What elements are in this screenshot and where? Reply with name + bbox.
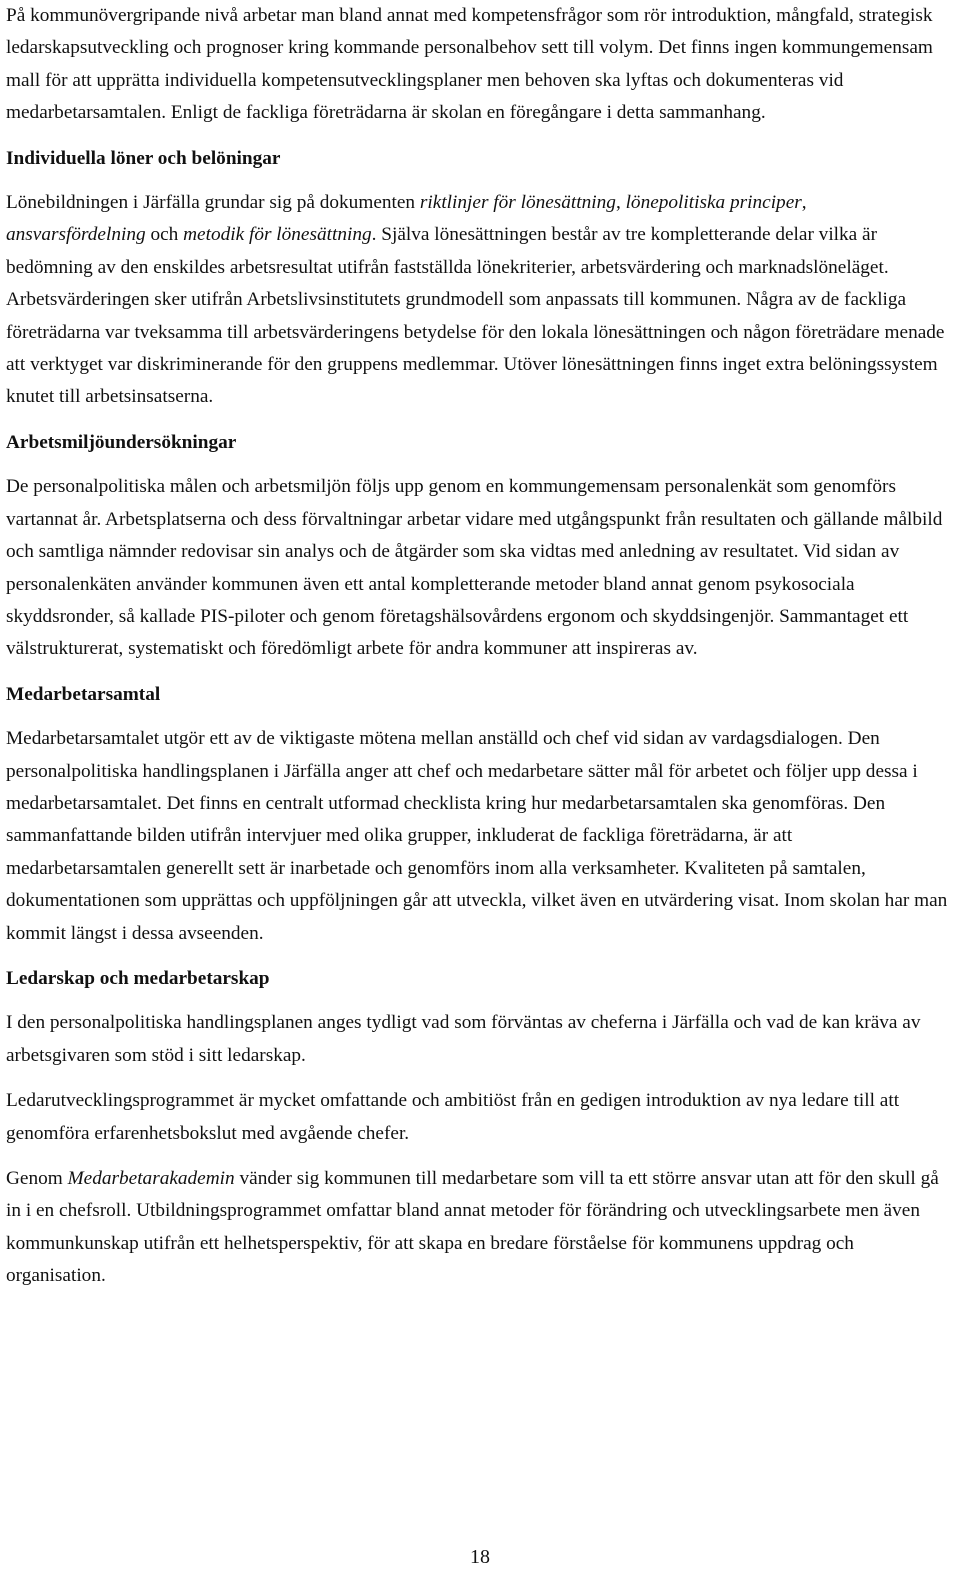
heading-medarbetarsamtal: Medarbetarsamtal xyxy=(6,683,161,705)
italic-lonepolitiska-principer: lönepolitiska principer xyxy=(625,192,802,214)
text-run: , xyxy=(801,192,807,214)
page-number: 18 xyxy=(470,1546,490,1568)
paragraph-ledarskap-3 xyxy=(6,1163,948,1293)
paragraph-ledarskap-2: Ledarutvecklingsprogrammet är mycket omfattande och ambitiöst från en gedigen introduktion av nya ledare till att genomföra erfarenhetsbokslut med avgående chefer. xyxy=(6,1090,900,1144)
heading-ledarskap: Ledarskap och medarbetarskap xyxy=(6,967,270,989)
text-run: och xyxy=(145,224,184,246)
intro-paragraph: På kommunövergripande nivå arbetar man bland annat med kompetensfrågor som rör introduktion, mångfald, strategisk ledarskapsutveckling och prognoser kring kommande personalbehov sett till volym. Det finns ingen kommungemensam mall för att upprätta individuella kompetensutvecklingsplaner men behoven ska lyftas och dokumenteras vid medarbetarsamtalen. Enligt de fackliga företrädarna är skolan en föregångare i detta sammanhang. xyxy=(6,5,933,124)
text-run: , xyxy=(615,192,626,214)
paragraph-ledarskap-1: I den personalpolitiska handlingsplanen anges tydligt vad som förväntas av cheferna i Järfälla och vad de kan kräva av arbetsgivaren som stöd i sitt ledarskap. xyxy=(6,1012,921,1066)
heading-individuella-loner: Individuella löner och belöningar xyxy=(6,147,281,169)
text-run: Lönebildningen i Järfälla grundar sig på dokumenten xyxy=(6,192,420,214)
text-run: Genom xyxy=(6,1168,68,1189)
document-page xyxy=(6,0,948,1306)
heading-arbetsmiljoundersokningar: Arbetsmiljöundersökningar xyxy=(6,431,237,453)
paragraph-medarbetarsamtal: Medarbetarsamtalet utgör ett av de viktigaste mötena mellan anställd och chef vid sidan av vardagsdialogen. Den personalpolitiska handlingsplanen i Järfälla anger att chef och medarbetare sätter mål för arbetet och följer upp dessa i medarbetarsamtalet. Det finns en centralt utformad checklista kring hur medarbetarsamtalen ska genomföras. Den sammanfattande bilden utifrån intervjuer med olika grupper, inkluderat de fackliga företrädarna, är att medarbetarsamtalen generellt sett är inarbetade och genomförs inom alla verksamheter. Kvaliteten på samtalen, dokumentationen som upprättas och uppföljningen går att utveckla, vilket även en utvärdering visat. Inom skolan har man kommit längst i dessa avseenden. xyxy=(6,728,948,944)
text-run: . Själva lönesättningen består av tre kompletterande delar vilka är bedömning av den enskildes arbetsresultat utifrån fastställda lönekriterier, arbetsvärdering och marknadslöneläget. Arbetsvärderingen sker utifrån Arbetslivsinstitutets grundmodell som anpassats till kommunen. Några av de fackliga företrädarna var tveksamma till arbetsvärderingens betydelse för den lokala lönesättningen och någon företrädare menade att verktyget var diskriminerande för den gruppens medlemmar. Utöver lönesättningen finns inget extra belöningssystem knutet till arbetsinsatserna. xyxy=(6,224,945,408)
italic-medarbetarakademin: Medarbetarakademin xyxy=(67,1168,235,1189)
paragraph-lonebildning xyxy=(6,187,948,414)
italic-metodik: metodik för lönesättning xyxy=(183,224,372,246)
text-run: vänder sig kommunen till medarbetare som vill ta ett större ansvar utan att för den skull gå in i en chefsroll. Utbildningsprogrammet omfattar bland annat metoder för förändring och utvecklingsarbete men även kommunkunskap utifrån ett helhetsperspektiv, för att skapa en bredare förståelse för kommunens uppdrag och organisation. xyxy=(6,1168,939,1287)
italic-riktlinjer: riktlinjer för lönesättning xyxy=(419,192,616,214)
paragraph-arbetsmiljo: De personalpolitiska målen och arbetsmiljön följs upp genom en kommungemensam personalenkät som genomförs vartannat år. Arbetsplatserna och dess förvaltningar arbetar vidare med utgångspunkt från resultaten och gällande målbild och samtliga nämnder redovisar sin analys och de åtgärder som ska vidtas med anledning av resultatet. Vid sidan av personalenkäten använder kommunen även ett antal kompletterande metoder bland annat genom psykosociala skyddsronder, så kallade PIS-piloter och genom företagshälsovårdens ergonom och skyddsingenjör. Sammantaget ett välstrukturerat, systematiskt och föredömligt arbete för andra kommuner att inspireras av. xyxy=(6,476,943,660)
italic-ansvarsfordelning: ansvarsfördelning xyxy=(6,224,146,246)
